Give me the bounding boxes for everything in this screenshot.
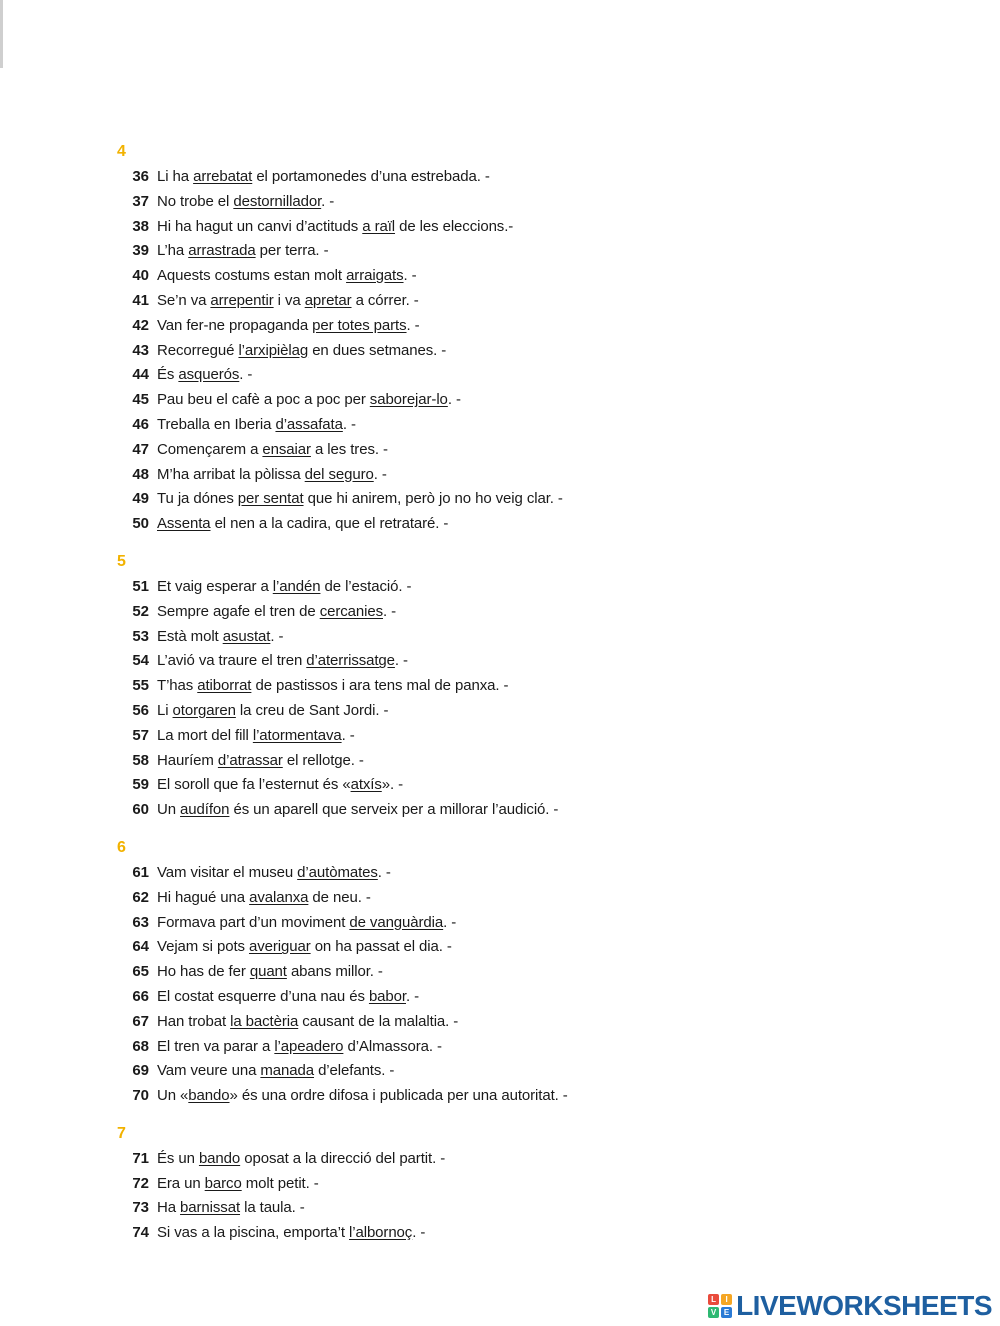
item-sentence	[157, 801, 558, 818]
item-sentence	[157, 342, 446, 359]
item-number: 50	[132, 515, 149, 533]
exercise-item	[117, 168, 817, 193]
logo-tile-l: L	[708, 1294, 719, 1305]
sentence-text: . -	[383, 602, 397, 620]
sentence-text: Li ha	[157, 168, 194, 185]
exercise-item	[117, 1224, 817, 1249]
item-sentence	[157, 677, 508, 694]
item-sentence	[157, 515, 448, 532]
sentence-text: a les tres. -	[310, 440, 388, 458]
item-number: 63	[132, 913, 149, 931]
underlined-term: babor	[368, 987, 406, 1005]
exercise-item	[117, 1038, 817, 1063]
item-sentence	[157, 603, 396, 620]
item-sentence	[157, 366, 252, 383]
exercise-item	[117, 366, 817, 391]
underlined-term: audífon	[180, 801, 230, 819]
sentence-text: . -	[321, 192, 335, 210]
underlined-term: averiguar	[248, 938, 311, 956]
item-number: 47	[132, 440, 149, 458]
item-number: 71	[132, 1149, 149, 1167]
item-sentence	[157, 317, 420, 334]
section-number: 4	[117, 143, 126, 160]
item-number: 46	[132, 415, 149, 433]
liveworksheets-logo-icon	[708, 1294, 732, 1318]
sentence-text: El soroll que fa l’esternut és «	[157, 776, 351, 794]
sentence-text: La mort del fill	[157, 726, 253, 744]
sentence-text: . -	[412, 1224, 426, 1242]
item-sentence	[157, 490, 563, 507]
item-sentence	[157, 776, 403, 793]
sentence-text: . -	[377, 863, 391, 881]
item-number: 68	[132, 1037, 149, 1055]
item-number: 54	[132, 652, 149, 670]
sentence-text: . -	[341, 726, 355, 744]
sentence-text: ». -	[381, 776, 404, 794]
item-number: 73	[132, 1199, 149, 1217]
exercise-item	[117, 342, 817, 367]
exercise-item	[117, 603, 817, 628]
logo-tile-v: V	[708, 1307, 719, 1318]
item-sentence	[157, 628, 283, 645]
item-number: 64	[132, 938, 149, 956]
item-number: 42	[132, 316, 149, 334]
underlined-term: manada	[260, 1062, 314, 1080]
item-sentence	[157, 1062, 394, 1079]
item-number: 39	[132, 242, 149, 260]
sentence-text: Hi hagué una	[157, 888, 250, 906]
item-number: 66	[132, 987, 149, 1005]
item-sentence	[157, 988, 419, 1005]
exercise-item	[117, 776, 817, 801]
exercise-section	[117, 142, 817, 540]
exercise-item	[117, 1013, 817, 1038]
sentence-text: Si vas a la piscina, emporta’t	[157, 1224, 349, 1242]
page-edge-mark	[0, 0, 3, 68]
item-sentence	[157, 889, 371, 906]
sentence-text: L’avió va traure el tren	[157, 652, 307, 670]
item-number: 45	[132, 391, 149, 409]
exercise-item	[117, 490, 817, 515]
underlined-term: cercanies	[319, 602, 383, 620]
exercise-item	[117, 218, 817, 243]
underlined-term: arraigats	[346, 267, 404, 285]
logo-tile-i: I	[721, 1294, 732, 1305]
sentence-text: M’ha arribat la pòlissa	[157, 465, 305, 483]
sentence-text: Treballa en Iberia	[157, 415, 276, 433]
item-number: 55	[132, 677, 149, 695]
sentence-text: L’ha	[157, 242, 189, 260]
exercise-item	[117, 1150, 817, 1175]
underlined-term: de vanguàrdia	[349, 913, 444, 931]
sentence-text: » és una ordre difosa i publicada per una autoritat. -	[229, 1087, 568, 1105]
item-number: 65	[132, 963, 149, 981]
underlined-term: d’autòmates	[297, 863, 378, 881]
item-number: 43	[132, 341, 149, 359]
sentence-text: que hi anirem, però jo no ho veig clar. -	[303, 490, 563, 508]
item-sentence	[157, 864, 391, 881]
sentence-text: d’Almassora. -	[343, 1037, 442, 1055]
sentence-text: és un aparell que serveix per a millorar l’audició. -	[229, 801, 559, 819]
exercise-section	[117, 838, 817, 1112]
underlined-term: atxís	[350, 776, 382, 794]
item-number: 72	[132, 1174, 149, 1192]
item-number: 59	[132, 776, 149, 794]
item-sentence	[157, 441, 388, 458]
underlined-term: l’albornoç	[349, 1224, 413, 1242]
underlined-term: d’atrassar	[217, 751, 283, 769]
section-number: 7	[117, 1124, 126, 1142]
sentence-text: per terra. -	[255, 242, 329, 260]
sentence-text: Sempre agafe el tren de	[157, 602, 320, 620]
item-number: 52	[132, 602, 149, 620]
exercise-section	[117, 1124, 817, 1249]
exercise-item	[117, 727, 817, 752]
exercise-item	[117, 938, 817, 963]
sentence-text: en dues setmanes. -	[308, 341, 447, 359]
sentence-text: Vejam si pots	[157, 938, 249, 956]
item-sentence	[157, 938, 452, 955]
item-sentence	[157, 416, 356, 433]
sentence-text: Se’n va	[157, 291, 211, 309]
underlined-term: a raïl	[362, 217, 396, 235]
exercise-item	[117, 193, 817, 218]
underlined-term: arrepentir	[210, 291, 274, 309]
sentence-text: . -	[405, 987, 420, 1005]
item-sentence	[157, 727, 355, 744]
sentence-text: a córrer. -	[351, 291, 419, 309]
sentence-text: Hauríem	[157, 751, 218, 769]
exercise-item	[117, 416, 817, 441]
exercise-item	[117, 914, 817, 939]
exercise-item	[117, 752, 817, 777]
item-sentence	[157, 1150, 445, 1167]
underlined-term: l’arxipièlag	[238, 341, 309, 359]
exercise-item	[117, 466, 817, 491]
exercise-item	[117, 292, 817, 317]
underlined-term: asquerós	[178, 366, 240, 384]
sentence-text: causant de la malaltia. -	[298, 1012, 459, 1030]
item-sentence	[157, 193, 334, 210]
underlined-term: avalanxa	[249, 888, 309, 906]
exercise-item	[117, 441, 817, 466]
sentence-text: T’has	[157, 677, 198, 695]
underlined-term: per totes parts	[312, 316, 407, 334]
sentence-text: la taula. -	[240, 1199, 305, 1217]
underlined-term: arrastrada	[188, 242, 256, 260]
exercise-item	[117, 889, 817, 914]
underlined-term: per sentat	[237, 490, 304, 508]
exercise-item	[117, 801, 817, 826]
sentence-text: Vam visitar el museu	[157, 863, 298, 881]
sentence-text: . -	[394, 652, 408, 670]
logo-tile-e: E	[721, 1307, 732, 1318]
sentence-text: És un	[157, 1149, 199, 1167]
item-sentence	[157, 578, 411, 595]
item-number: 53	[132, 627, 149, 645]
sentence-text: on ha passat el dia. -	[310, 938, 452, 956]
item-number: 62	[132, 888, 149, 906]
exercise-item	[117, 391, 817, 416]
sentence-text: . -	[403, 267, 417, 285]
sentence-text: Ha	[157, 1199, 181, 1217]
item-sentence	[157, 267, 417, 284]
item-number: 38	[132, 217, 149, 235]
underlined-term: arrebatat	[193, 168, 253, 185]
underlined-term: quant	[249, 963, 287, 981]
sentence-text: Aquests costums estan molt	[157, 267, 347, 285]
underlined-term: l’apeadero	[274, 1037, 344, 1055]
item-number: 49	[132, 490, 149, 508]
sentence-text: És	[157, 366, 179, 384]
underlined-term: del seguro	[304, 465, 374, 483]
item-sentence	[157, 168, 490, 185]
exercise-item	[117, 242, 817, 267]
sentence-text: de l’estació. -	[320, 577, 412, 595]
underlined-term: barnissat	[180, 1199, 241, 1217]
sentence-text: el nen a la cadira, que el retrataré. -	[210, 515, 449, 533]
exercise-item	[117, 515, 817, 540]
sentence-text: Van fer-ne propaganda	[157, 316, 313, 334]
sentence-text: d’elefants. -	[314, 1062, 395, 1080]
worksheet	[117, 142, 817, 1249]
sentence-text: Formava part d’un moviment	[157, 913, 350, 931]
item-number: 69	[132, 1062, 149, 1080]
item-sentence	[157, 652, 408, 669]
sentence-text: . -	[373, 465, 387, 483]
exercise-item	[117, 988, 817, 1013]
underlined-term: la bactèria	[230, 1012, 299, 1030]
item-sentence	[157, 391, 461, 408]
sentence-text: Vam veure una	[157, 1062, 261, 1080]
item-sentence	[157, 1038, 442, 1055]
item-number: 57	[132, 726, 149, 744]
exercise-item	[117, 1199, 817, 1224]
sentence-text: oposat a la direcció del partit. -	[240, 1149, 446, 1167]
exercise-item	[117, 1062, 817, 1087]
item-sentence	[157, 1087, 568, 1104]
sentence-text: de neu. -	[308, 888, 371, 906]
underlined-term: bando	[188, 1087, 230, 1105]
item-number: 36	[132, 168, 149, 185]
sentence-text: Li	[157, 701, 173, 719]
sentence-text: abans millor. -	[286, 963, 383, 981]
underlined-term: atiborrat	[197, 677, 252, 695]
item-sentence	[157, 1013, 458, 1030]
item-number: 74	[132, 1224, 149, 1242]
item-sentence	[157, 466, 387, 483]
exercise-item	[117, 677, 817, 702]
item-sentence	[157, 1224, 425, 1241]
underlined-term: apretar	[304, 291, 352, 309]
sentence-text: . -	[406, 316, 420, 334]
item-number: 51	[132, 577, 149, 595]
liveworksheets-brand[interactable]	[708, 1290, 992, 1322]
item-number: 61	[132, 863, 149, 881]
item-sentence	[157, 292, 419, 309]
sentence-text: Està molt	[157, 627, 223, 645]
exercise-item	[117, 702, 817, 727]
item-sentence	[157, 242, 328, 259]
exercise-item	[117, 963, 817, 988]
item-number: 40	[132, 267, 149, 285]
item-sentence	[157, 752, 364, 769]
exercise-item	[117, 628, 817, 653]
item-sentence	[157, 1175, 319, 1192]
underlined-term: d’aterrissatge	[306, 652, 395, 670]
sentence-text: Han trobat	[157, 1012, 231, 1030]
underlined-term: barco	[204, 1174, 242, 1192]
sentence-text: El costat esquerre d’una nau és	[157, 987, 369, 1005]
underlined-term: destornillador	[233, 192, 322, 210]
exercise-item	[117, 652, 817, 677]
section-number: 5	[117, 552, 126, 570]
exercise-item	[117, 267, 817, 292]
item-number: 58	[132, 751, 149, 769]
item-number: 48	[132, 465, 149, 483]
sentence-text: de pastissos i ara tens mal de panxa. -	[251, 677, 509, 695]
sentence-text: Era un	[157, 1174, 205, 1192]
item-sentence	[157, 914, 456, 931]
underlined-term: ensaiar	[262, 440, 311, 458]
sentence-text: el rellotge. -	[282, 751, 364, 769]
item-sentence	[157, 218, 513, 235]
item-sentence	[157, 702, 388, 719]
item-number: 56	[132, 701, 149, 719]
item-number: 60	[132, 801, 149, 819]
sentence-text: . -	[239, 366, 253, 384]
sentence-text: el portamonedes d’una estrebada. -	[252, 168, 490, 185]
exercise-item	[117, 317, 817, 342]
section-number: 6	[117, 838, 126, 856]
underlined-term: l’andén	[272, 577, 321, 595]
sentence-text: de les eleccions.-	[395, 217, 514, 235]
sentence-text: Hi ha hagut un canvi d’actituds	[157, 217, 363, 235]
sentence-text: No trobe el	[157, 192, 234, 210]
exercise-item	[117, 578, 817, 603]
sentence-text: la creu de Sant Jordi. -	[235, 701, 389, 719]
item-number: 41	[132, 291, 149, 309]
sentence-text: . -	[342, 415, 356, 433]
sentence-text: i va	[273, 291, 305, 309]
item-sentence	[157, 963, 383, 980]
item-number: 44	[132, 366, 149, 384]
exercise-item	[117, 1175, 817, 1200]
sentence-text: . -	[443, 913, 457, 931]
sentence-text: Ho has de fer	[157, 963, 250, 981]
exercise-item	[117, 864, 817, 889]
brand-wordmark: LIVEWORKSHEETS	[736, 1290, 992, 1321]
sentence-text: El tren va parar a	[157, 1037, 275, 1055]
sentence-text: Un «	[157, 1087, 189, 1105]
sentence-text: Tu ja dónes	[157, 490, 238, 508]
underlined-term: Assenta	[157, 515, 211, 533]
exercise-item	[117, 1087, 817, 1112]
item-sentence	[157, 1199, 305, 1216]
sentence-text: Et vaig esperar a	[157, 577, 273, 595]
exercise-section	[117, 552, 817, 826]
sentence-text: Un	[157, 801, 181, 819]
sentence-text: Començarem a	[157, 440, 263, 458]
underlined-term: saborejar-lo	[369, 391, 448, 409]
underlined-term: asustat	[222, 627, 271, 645]
underlined-term: otorgaren	[172, 701, 236, 719]
sentence-text: molt petit. -	[241, 1174, 319, 1192]
sentence-text: . -	[270, 627, 284, 645]
underlined-term: bando	[198, 1149, 241, 1167]
underlined-term: d’assafata	[275, 415, 343, 433]
item-number: 67	[132, 1012, 149, 1030]
item-number: 37	[132, 192, 149, 210]
item-number: 70	[132, 1087, 149, 1105]
sentence-text: Pau beu el cafè a poc a poc per	[157, 391, 370, 409]
underlined-term: l’atormentava	[252, 726, 342, 744]
sentence-text: . -	[447, 391, 461, 409]
sentence-text: Recorregué	[157, 341, 239, 359]
